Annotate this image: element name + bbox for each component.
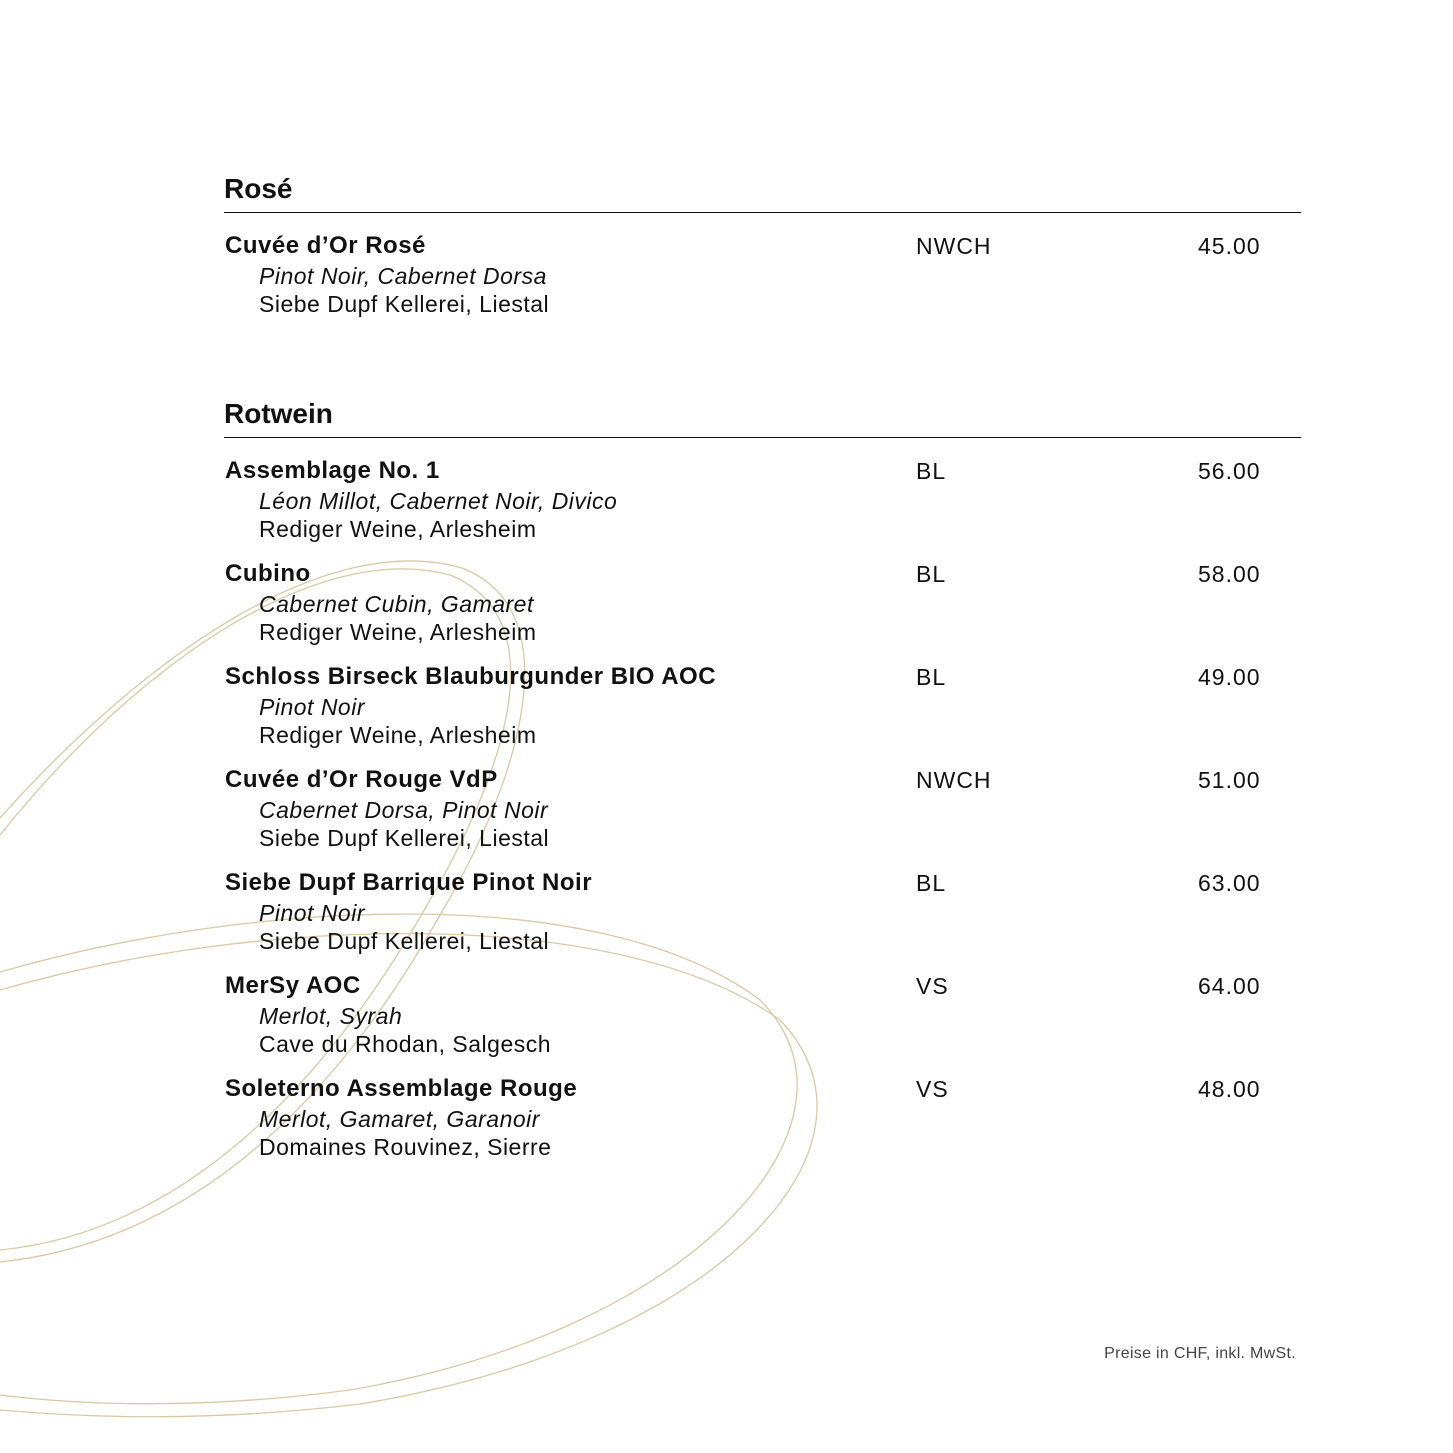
- wine-name: MerSy AOC: [225, 972, 361, 999]
- wine-name: Assemblage No. 1: [225, 457, 440, 484]
- section-rotwein: [224, 397, 1301, 1177]
- wine-region: BL: [916, 458, 947, 484]
- wine-grapes: Pinot Noir: [259, 900, 365, 926]
- section-rose: [224, 172, 1301, 334]
- wine-name: Soleterno Assemblage Rouge: [225, 1075, 578, 1102]
- wine-item: [224, 231, 1301, 334]
- wine-item: [224, 559, 1301, 662]
- wine-name: Siebe Dupf Barrique Pinot Noir: [225, 869, 593, 896]
- wine-price: 58.00: [1198, 561, 1261, 587]
- wine-price: 51.00: [1198, 767, 1261, 793]
- wine-grapes: Cabernet Cubin, Gamaret: [259, 591, 534, 617]
- wine-region: NWCH: [916, 767, 992, 793]
- wine-region: VS: [916, 1076, 949, 1102]
- wine-price: 49.00: [1198, 664, 1261, 690]
- wine-item: [224, 765, 1301, 868]
- wine-region: BL: [916, 561, 947, 587]
- wine-grapes: Merlot, Syrah: [259, 1003, 403, 1029]
- wine-name: Cuvée d’Or Rosé: [225, 232, 426, 259]
- wine-grapes: Pinot Noir, Cabernet Dorsa: [259, 263, 547, 289]
- section-title: Rosé: [224, 172, 1301, 213]
- wine-region: BL: [916, 870, 947, 896]
- wine-region: NWCH: [916, 233, 992, 259]
- wine-item: [224, 1074, 1301, 1177]
- wine-price: 48.00: [1198, 1076, 1261, 1102]
- wine-name: Schloss Birseck Blauburgunder BIO AOC: [225, 663, 717, 690]
- wine-item: [224, 971, 1301, 1074]
- wine-producer: Domaines Rouvinez, Sierre: [259, 1134, 552, 1160]
- wine-name: Cubino: [225, 560, 311, 587]
- wine-producer: Rediger Weine, Arlesheim: [259, 516, 537, 542]
- wine-producer: Siebe Dupf Kellerei, Liestal: [259, 825, 550, 851]
- wine-grapes: Léon Millot, Cabernet Noir, Divico: [259, 488, 618, 514]
- section-title: Rotwein: [224, 397, 1301, 438]
- wine-grapes: Cabernet Dorsa, Pinot Noir: [259, 797, 549, 823]
- wine-producer: Cave du Rhodan, Salgesch: [259, 1031, 552, 1057]
- wine-price: 63.00: [1198, 870, 1261, 896]
- wine-region: BL: [916, 664, 947, 690]
- wine-producer: Siebe Dupf Kellerei, Liestal: [259, 291, 550, 317]
- wine-item: [224, 868, 1301, 971]
- wine-region: VS: [916, 973, 949, 999]
- wine-price: 45.00: [1198, 233, 1261, 259]
- wine-name: Cuvée d’Or Rouge VdP: [225, 766, 498, 793]
- price-footnote: Preise in CHF, inkl. MwSt.: [1104, 1345, 1296, 1362]
- wine-price: 64.00: [1198, 973, 1261, 999]
- wine-price: 56.00: [1198, 458, 1261, 484]
- wine-producer: Rediger Weine, Arlesheim: [259, 722, 537, 748]
- wine-producer: Siebe Dupf Kellerei, Liestal: [259, 928, 550, 954]
- wine-grapes: Pinot Noir: [259, 694, 365, 720]
- wine-producer: Rediger Weine, Arlesheim: [259, 619, 537, 645]
- wine-item: [224, 662, 1301, 765]
- wine-grapes: Merlot, Gamaret, Garanoir: [259, 1106, 540, 1132]
- wine-item: [224, 456, 1301, 559]
